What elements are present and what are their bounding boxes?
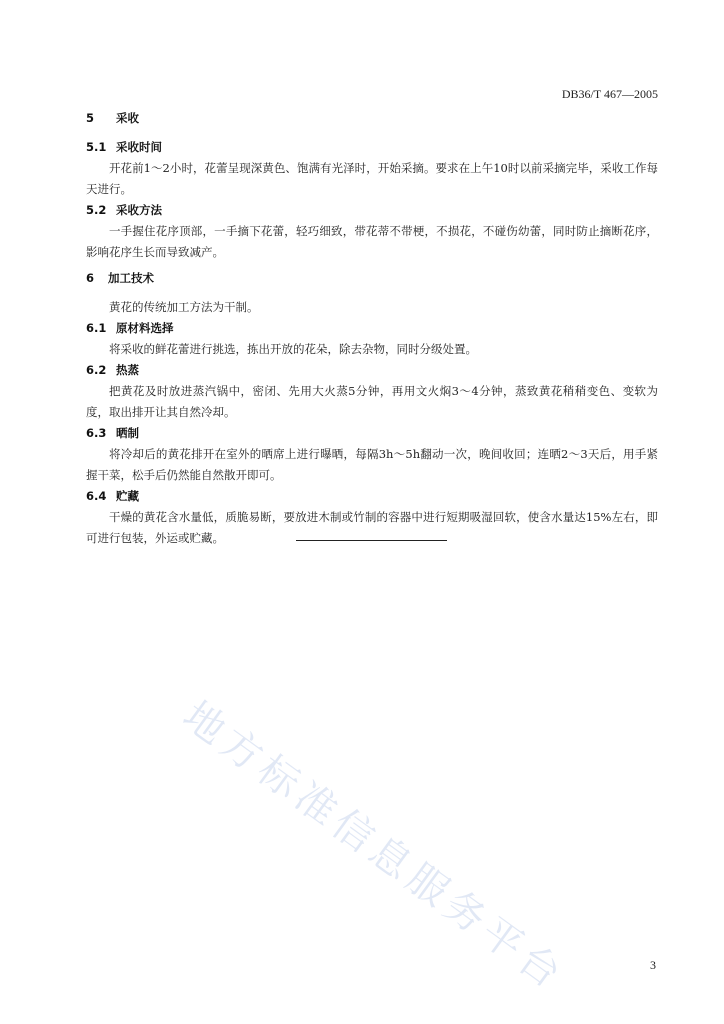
paragraph: 黄花的传统加工方法为干制。	[109, 300, 259, 314]
section-title: 采收	[116, 111, 139, 125]
section-heading	[86, 108, 658, 129]
subsection-heading	[86, 486, 658, 507]
document-code: DB36/T 467—2005	[561, 87, 658, 101]
subsection-heading	[86, 200, 658, 221]
paragraph: 将采收的鲜花蕾进行挑选，拣出开放的花朵，除去杂物，同时分级处置。	[109, 342, 477, 356]
subsection-number: 6.3	[86, 426, 107, 440]
paragraph: 把黄花及时放进蒸汽锅中，密闭、先用大火蒸5分钟，再用文火焖3～4分钟，蒸致黄花稍稍变色、变软为度，取出排开让其自然冷却。	[86, 384, 658, 419]
section-number: 6	[86, 271, 95, 285]
subsection-number: 6.4	[86, 489, 107, 503]
section-title: 加工技术	[108, 271, 154, 285]
paragraph: 将冷却后的黄花排开在室外的晒席上进行曝晒，每隔3h～5h翻动一次，晚间收回；连晒2～3天后，用手紧握干菜，松手后仍然能自然散开即可。	[86, 447, 658, 482]
spacer	[86, 129, 658, 137]
subsection-title: 晒制	[116, 426, 139, 440]
subsection-heading	[86, 318, 658, 339]
paragraph: 干燥的黄花含水量低，质脆易断，要放进木制或竹制的容器中进行短期吸湿回软，使含水量达15%左右，即可进行包装，外运或贮藏。	[86, 510, 658, 545]
spacer	[86, 289, 658, 297]
end-rule	[296, 540, 447, 541]
paragraph: 一手握住花序顶部，一手摘下花蕾，轻巧细致，带花蒂不带梗，不损花，不碰伤幼蕾，同时防止摘断花序，影响花序生长而导致减产。	[86, 224, 658, 259]
subsection-heading	[86, 137, 658, 158]
watermark: 地方标准信息服务平台	[174, 692, 574, 1001]
section-heading	[86, 268, 658, 289]
subsection-heading	[86, 360, 658, 381]
subsection-number: 6.1	[86, 321, 107, 335]
subsection-title: 贮藏	[116, 489, 139, 503]
document-body	[86, 108, 658, 549]
subsection-title: 热蒸	[116, 363, 139, 377]
section-number: 5	[86, 111, 95, 125]
paragraph: 开花前1～2小时，花蕾呈现深黄色、饱满有光泽时，开始采摘。要求在上午10时以前采摘完毕，采收工作每天进行。	[86, 161, 658, 196]
subsection-title: 采收方法	[116, 203, 162, 217]
page-number: 3	[650, 958, 656, 972]
subsection-title: 原材料选择	[116, 321, 174, 335]
subsection-number: 6.2	[86, 363, 107, 377]
subsection-heading	[86, 423, 658, 444]
subsection-number: 5.2	[86, 203, 107, 217]
subsection-number: 5.1	[86, 140, 107, 154]
subsection-title: 采收时间	[116, 140, 162, 154]
